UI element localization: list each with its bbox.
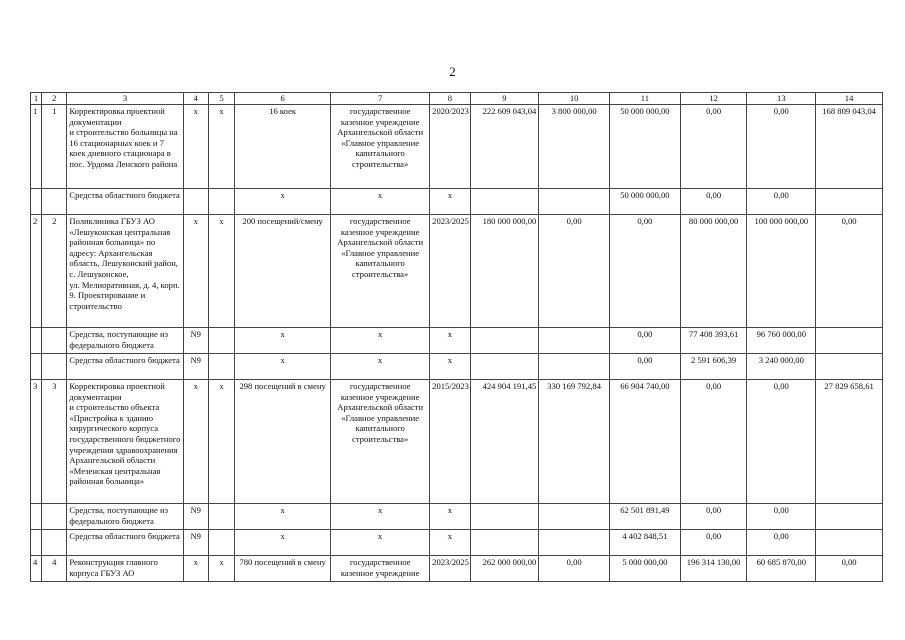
table-cell: x — [235, 504, 331, 530]
table-cell — [816, 354, 883, 380]
table-cell: 180 000 000,00 — [470, 215, 539, 328]
table-cell: N9 — [183, 504, 208, 530]
table-cell: x — [430, 530, 470, 556]
table-cell — [42, 504, 67, 530]
table-cell: Средства областного бюджета — [67, 530, 183, 556]
table-cell — [42, 328, 67, 354]
table-cell: 16 коек — [235, 105, 331, 189]
table-cell: 0,00 — [680, 504, 747, 530]
table-cell: x — [430, 328, 470, 354]
table-cell: 196 314 130,00 — [680, 556, 747, 582]
table-cell — [539, 328, 610, 354]
table-cell: 50 000 000,00 — [610, 189, 681, 215]
table-cell: 2 — [31, 215, 42, 328]
header-cell: 14 — [816, 93, 883, 105]
table-cell — [31, 189, 42, 215]
header-cell: 10 — [539, 93, 610, 105]
budget-table — [30, 92, 883, 582]
table-cell: x — [430, 354, 470, 380]
table-cell: 0,00 — [680, 105, 747, 189]
table-cell: Средства областного бюджета — [67, 189, 183, 215]
table-cell: x — [331, 504, 430, 530]
table-cell: 3 — [42, 380, 67, 504]
table-cell: 780 посещений в смену — [235, 556, 331, 582]
table-cell: 0,00 — [747, 380, 816, 504]
table-row — [31, 380, 883, 504]
table-row — [31, 354, 883, 380]
table-cell: x — [331, 189, 430, 215]
table-cell: 2020/2023 — [430, 105, 470, 189]
table-cell: Поликлиника ГБУЗ АО «Лешуконская центральная районная больница» по адресу: Архангельская область, Лешуконский район, с. Лешуконское, ул. Мелиоративная, д. 4, корп. 9. Проектирование и строительство — [67, 215, 183, 328]
table-cell: x — [183, 380, 208, 504]
table-cell: 2023/2025 — [430, 556, 470, 582]
table-cell: 4 — [42, 556, 67, 582]
table-cell: 0,00 — [747, 504, 816, 530]
table-row — [31, 504, 883, 530]
table-cell: Средства областного бюджета — [67, 354, 183, 380]
table-cell: 4 402 848,51 — [610, 530, 681, 556]
table-cell — [31, 504, 42, 530]
table-row — [31, 215, 883, 328]
table-cell: x — [235, 189, 331, 215]
table-cell: 222 609 043,04 — [470, 105, 539, 189]
table-cell — [470, 504, 539, 530]
table-cell: x — [208, 215, 234, 328]
header-cell: 11 — [610, 93, 681, 105]
table-cell: 2023/2025 — [430, 215, 470, 328]
table-cell — [539, 189, 610, 215]
table-cell: Средства, поступающие из федерального бюджета — [67, 504, 183, 530]
table-row — [31, 105, 883, 189]
table-row — [31, 530, 883, 556]
table-row — [31, 556, 883, 582]
table-cell: 0,00 — [747, 189, 816, 215]
table-cell — [539, 504, 610, 530]
table-cell: 0,00 — [747, 530, 816, 556]
table-cell: 0,00 — [680, 380, 747, 504]
table-cell: 50 000 000,00 — [610, 105, 681, 189]
table-cell: x — [208, 105, 234, 189]
table-cell: x — [331, 354, 430, 380]
table-cell: 0,00 — [539, 556, 610, 582]
table-cell: x — [208, 556, 234, 582]
table-cell: 0,00 — [680, 189, 747, 215]
table-cell: x — [183, 215, 208, 328]
header-cell: 2 — [42, 93, 67, 105]
table-cell: 3 240 000,00 — [747, 354, 816, 380]
table-cell: 27 829 658,61 — [816, 380, 883, 504]
table-cell: 298 посещений в смену — [235, 380, 331, 504]
table-cell — [470, 189, 539, 215]
table-cell: x — [183, 556, 208, 582]
table-cell — [816, 504, 883, 530]
table-cell: государственное казенное учреждение Архангельской области «Главное управление капитального строительства» — [331, 380, 430, 504]
header-cell: 9 — [470, 93, 539, 105]
table-cell — [470, 354, 539, 380]
table-cell: 424 904 191,45 — [470, 380, 539, 504]
table-cell: Реконструкция главного корпуса ГБУЗ АО — [67, 556, 183, 582]
header-cell: 8 — [430, 93, 470, 105]
table-cell: 60 685 870,00 — [747, 556, 816, 582]
table-cell: 0,00 — [610, 328, 681, 354]
table-cell — [208, 504, 234, 530]
table-cell: Средства, поступающие из федерального бюджета — [67, 328, 183, 354]
table-cell: 0,00 — [610, 354, 681, 380]
table-cell: 0,00 — [539, 215, 610, 328]
table-cell — [42, 354, 67, 380]
table-cell: 4 — [31, 556, 42, 582]
table-cell: x — [235, 328, 331, 354]
table-cell — [816, 328, 883, 354]
table-cell — [208, 189, 234, 215]
table-cell: 0,00 — [680, 530, 747, 556]
table-cell: 3 800 000,00 — [539, 105, 610, 189]
table-cell: 0,00 — [816, 215, 883, 328]
table-cell: 330 169 792,84 — [539, 380, 610, 504]
table-cell — [816, 530, 883, 556]
table-cell: государственное казенное учреждение — [331, 556, 430, 582]
table-cell: 2 591 606,39 — [680, 354, 747, 380]
header-cell: 6 — [235, 93, 331, 105]
table-cell: 80 000 000,00 — [680, 215, 747, 328]
table-cell: x — [430, 504, 470, 530]
table-cell: x — [331, 530, 430, 556]
header-cell: 1 — [31, 93, 42, 105]
table-cell: 5 000 000,00 — [610, 556, 681, 582]
table-cell — [31, 530, 42, 556]
table-cell — [42, 189, 67, 215]
table-cell: 1 — [42, 105, 67, 189]
table-cell — [42, 530, 67, 556]
table-cell: 66 904 740,00 — [610, 380, 681, 504]
table-cell: x — [235, 530, 331, 556]
header-cell: 3 — [67, 93, 183, 105]
table-cell: 200 посещений/смену — [235, 215, 331, 328]
table-cell — [816, 189, 883, 215]
table-cell: 62 501 891,49 — [610, 504, 681, 530]
table-cell: 1 — [31, 105, 42, 189]
table-cell — [470, 530, 539, 556]
header-cell: 7 — [331, 93, 430, 105]
table-cell: N9 — [183, 354, 208, 380]
table-cell: 262 000 000,00 — [470, 556, 539, 582]
table-cell: N9 — [183, 328, 208, 354]
table-cell — [208, 530, 234, 556]
table-cell: x — [183, 105, 208, 189]
table-row — [31, 189, 883, 215]
table-cell: x — [208, 380, 234, 504]
table-cell — [31, 354, 42, 380]
table-cell: 0,00 — [816, 556, 883, 582]
table-cell: x — [331, 328, 430, 354]
table-cell: 3 — [31, 380, 42, 504]
table-row — [31, 328, 883, 354]
table-cell — [208, 328, 234, 354]
table-cell: Корректировка проектной документации и строительство объекта «Пристройка к зданию хирургического корпуса государственного бюджетного учреждения здравоохранения Архангельской области «Мезенская центральная районная больница» — [67, 380, 183, 504]
table-cell: Корректировка проектной документации и строительство больницы на 16 стационарных коек и 7 коек дневного стационара в пос. Урдома Ленского района — [67, 105, 183, 189]
table-cell: 100 000 000,00 — [747, 215, 816, 328]
table-cell — [470, 328, 539, 354]
page-number: 2 — [449, 64, 456, 79]
table-cell: 96 760 000,00 — [747, 328, 816, 354]
table-cell — [183, 189, 208, 215]
table-cell: x — [235, 354, 331, 380]
header-row — [31, 93, 883, 105]
table-cell: 0,00 — [610, 215, 681, 328]
header-cell: 5 — [208, 93, 234, 105]
table-cell: 0,00 — [747, 105, 816, 189]
header-cell: 13 — [747, 93, 816, 105]
table-cell: государственное казенное учреждение Архангельской области «Главное управление капитального строительства» — [331, 105, 430, 189]
header-cell: 12 — [680, 93, 747, 105]
table-cell: государственное казенное учреждение Архангельской области «Главное управление капитального строительства» — [331, 215, 430, 328]
header-cell: 4 — [183, 93, 208, 105]
table-cell: x — [430, 189, 470, 215]
table-cell: 2015/2023 — [430, 380, 470, 504]
table-cell — [539, 530, 610, 556]
table-cell: N9 — [183, 530, 208, 556]
table-cell: 77 408 393,61 — [680, 328, 747, 354]
table-cell: 168 809 043,04 — [816, 105, 883, 189]
table-cell — [208, 354, 234, 380]
table-cell — [539, 354, 610, 380]
table-cell — [31, 328, 42, 354]
table-cell: 2 — [42, 215, 67, 328]
